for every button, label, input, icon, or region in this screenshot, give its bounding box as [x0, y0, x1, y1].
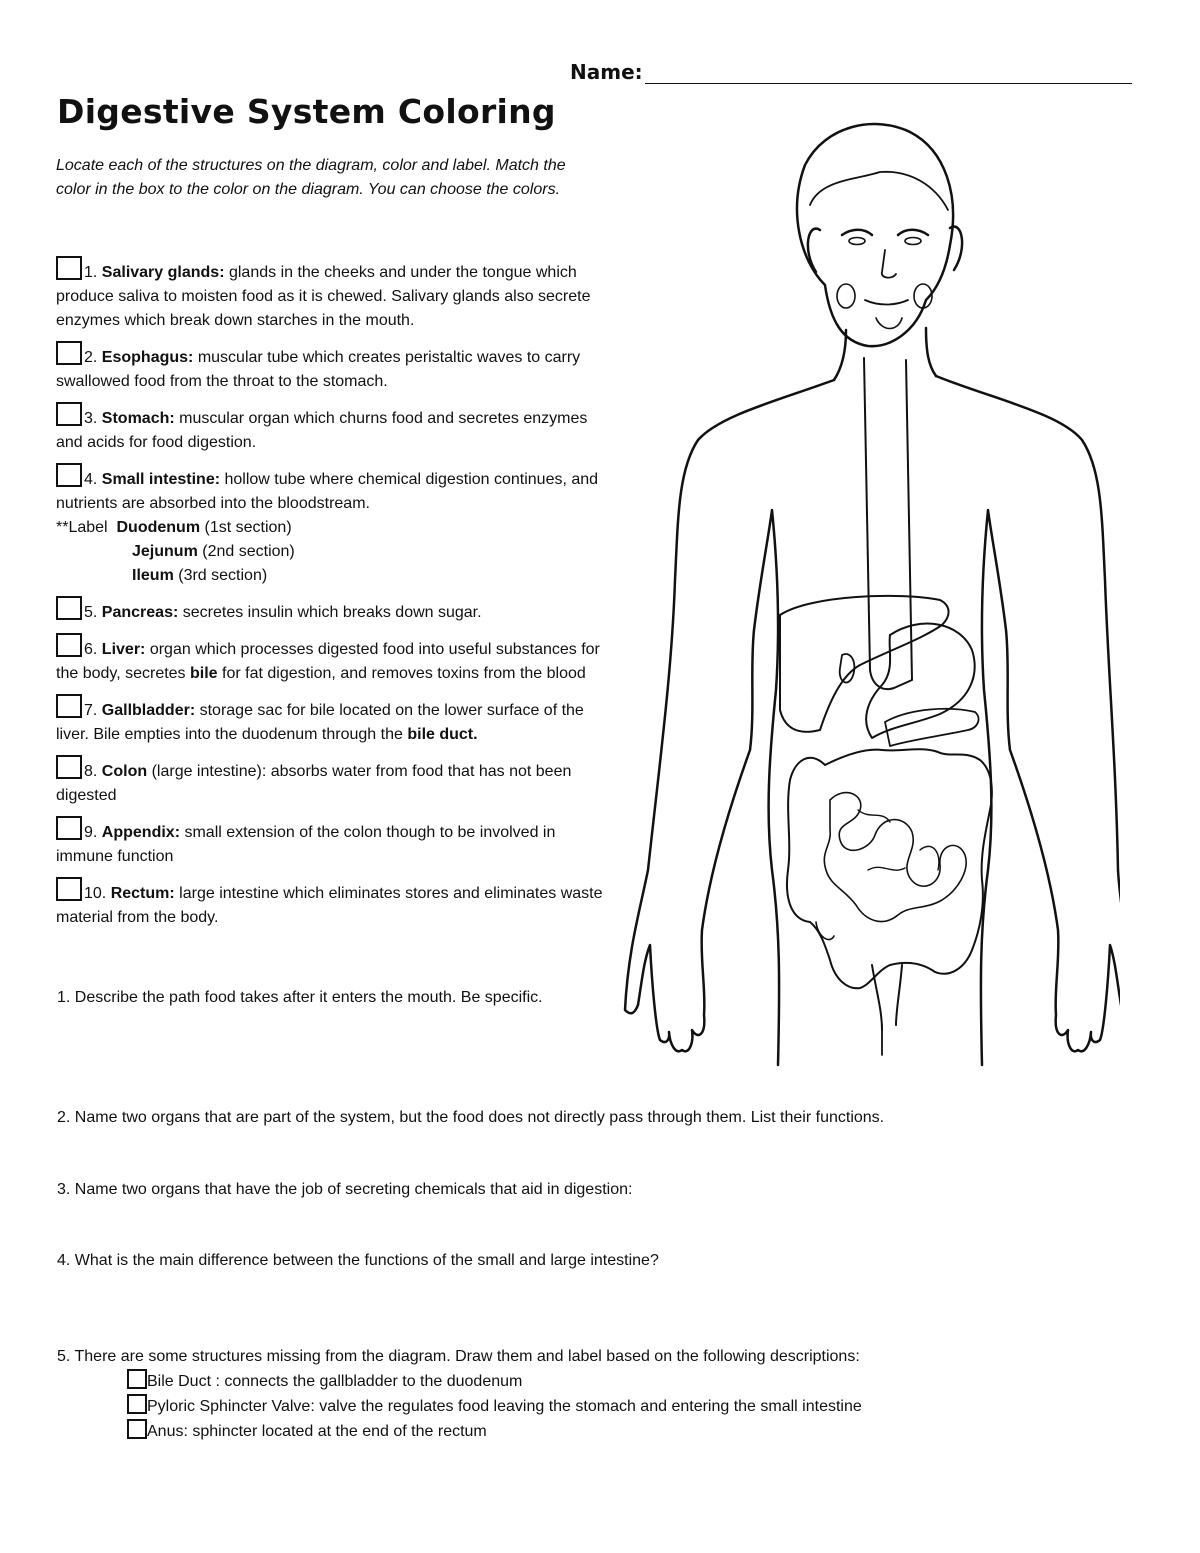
color-box[interactable]: [56, 816, 82, 840]
question-5: 5. There are some structures missing from the diagram. Draw them and label based on the following descriptions: Bile Duct : connects the gallbladder to the duodenum Pyloric Sphincter Valve: valve the regulates food leaving the stomach and entering the small intestine Anus: sphincter located at the end of the rectum: [57, 1345, 1157, 1444]
color-box[interactable]: [56, 402, 82, 426]
question-2: 2. Name two organs that are part of the system, but the food does not directly pass through them. List their functions.: [57, 1109, 885, 1126]
term: Pancreas:: [101, 604, 179, 621]
color-box[interactable]: [56, 596, 82, 620]
color-box[interactable]: [127, 1369, 147, 1389]
color-box[interactable]: [127, 1394, 147, 1414]
term: Rectum:: [110, 885, 175, 902]
color-box[interactable]: [56, 256, 82, 280]
term: Esophagus:: [101, 349, 194, 366]
list-item-liver: 6. Liver: organ which processes digested food into useful substances for the body, secretes bile for fat digestion, and removes toxins from the blood: [56, 633, 612, 686]
question-4: 4. What is the main difference between the functions of the small and large intestine?: [57, 1252, 659, 1269]
list-item-salivary: 1. Salivary glands: glands in the cheeks and under the tongue which produce saliva to moisten food as it is chewed. Salivary glands also secrete enzymes which break down starches in the mouth.: [56, 256, 612, 333]
list-item-pancreas: 5. Pancreas: secretes insulin which breaks down sugar.: [56, 596, 612, 625]
missing-bile-duct: Bile Duct : connects the gallbladder to the duodenum: [127, 1369, 1157, 1394]
list-item-esophagus: 2. Esophagus: muscular tube which creates peristaltic waves to carry swallowed food from the throat to the stomach.: [56, 341, 612, 394]
color-box[interactable]: [127, 1419, 147, 1439]
name-field[interactable]: [570, 60, 1132, 84]
list-item-stomach: 3. Stomach: muscular organ which churns food and secretes enzymes and acids for food digestion.: [56, 402, 612, 455]
list-item-gallbladder: 7. Gallbladder: storage sac for bile located on the lower surface of the liver. Bile empties into the duodenum through the bile duct.: [56, 694, 612, 747]
structure-list: [56, 256, 612, 938]
instructions: Locate each of the structures on the diagram, color and label. Match the color in the box to the color on the diagram. You can choose the colors.: [56, 157, 566, 198]
question-1: 1. Describe the path food takes after it enters the mouth. Be specific.: [57, 989, 543, 1006]
term: Stomach:: [101, 410, 175, 427]
color-box[interactable]: [56, 755, 82, 779]
missing-anus: Anus: sphincter located at the end of the rectum: [127, 1419, 1157, 1444]
term: Liver:: [101, 641, 146, 658]
name-label: Name:: [570, 60, 643, 84]
term: Gallbladder:: [101, 702, 196, 719]
color-box[interactable]: [56, 694, 82, 718]
missing-pyloric-sphincter: Pyloric Sphincter Valve: valve the regulates food leaving the stomach and entering the small intestine: [127, 1394, 1157, 1419]
duodenum-label: **Label Duodenum (1st section): [56, 519, 292, 536]
ileum-label: Ileum (3rd section): [132, 567, 268, 584]
page-title: Digestive System Coloring: [57, 92, 556, 131]
human-digestive-system-outline-icon: [620, 110, 1120, 1070]
color-box[interactable]: [56, 633, 82, 657]
term: Salivary glands:: [101, 264, 225, 281]
color-box[interactable]: [56, 341, 82, 365]
color-box[interactable]: [56, 877, 82, 901]
list-item-rectum: 10. Rectum: large intestine which eliminates stores and eliminates waste material from the body.: [56, 877, 612, 930]
jejunum-label: Jejunum (2nd section): [132, 543, 295, 560]
name-underline[interactable]: [645, 65, 1132, 84]
question-3: 3. Name two organs that have the job of secreting chemicals that aid in digestion:: [57, 1181, 633, 1198]
list-item-colon: 8. Colon (large intestine): absorbs water from food that has not been digested: [56, 755, 612, 808]
term: Appendix:: [101, 824, 181, 841]
list-item-appendix: 9. Appendix: small extension of the colon though to be involved in immune function: [56, 816, 612, 869]
term: Small intestine:: [101, 471, 221, 488]
term: Colon: [101, 763, 148, 780]
list-item-small-intestine: 4. Small intestine: hollow tube where chemical digestion continues, and nutrients are absorbed into the bloodstream. **Label Duodenum (1st section) Jejunum (2nd section) Ileum (3rd section): [56, 463, 612, 588]
color-box[interactable]: [56, 463, 82, 487]
